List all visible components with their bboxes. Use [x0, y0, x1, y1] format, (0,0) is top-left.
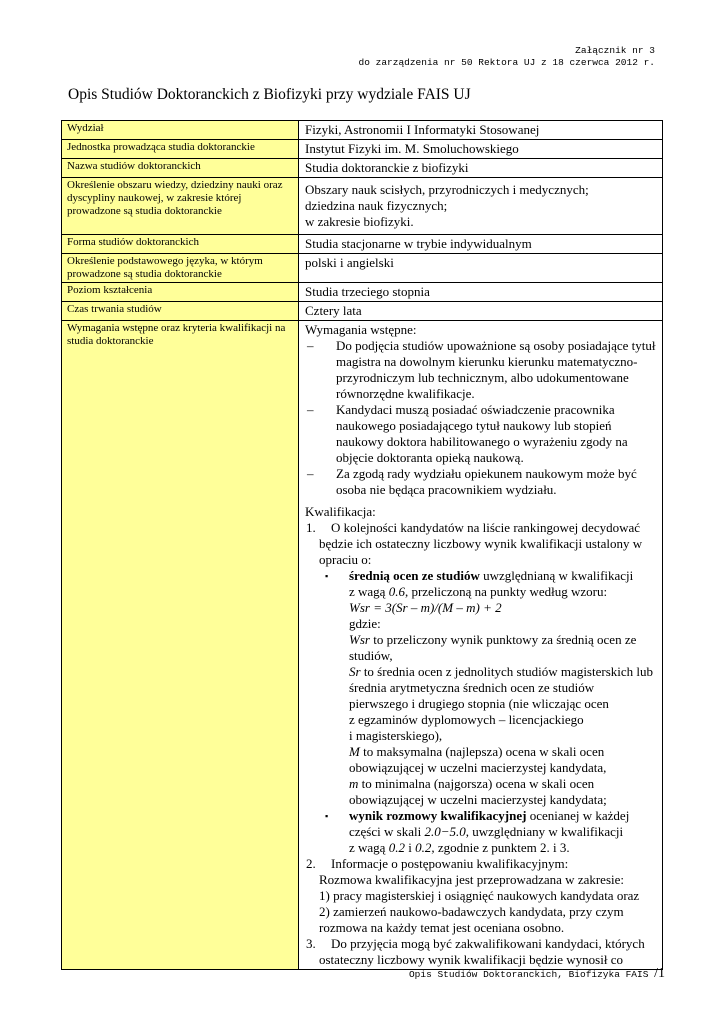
symbol: M: [349, 744, 360, 759]
scale-value: 2.0−5.0: [424, 824, 466, 839]
list-item-text: Kandydaci muszą posiadać oświadczenie pracownika naukowego posiadającego tytuł naukowy lub stopień naukowy doktora habilitowanego o wyrażeniu zgody na objęcie doktoranta opieką naukową.: [336, 402, 628, 465]
value-line: dziedzina nauk fizycznych;: [305, 198, 448, 213]
symbol: Wsr: [349, 632, 370, 647]
line: [305, 632, 658, 648]
symbol: m: [349, 776, 359, 791]
row-value: polski i angielski: [299, 254, 663, 283]
line: opraciu o:: [319, 552, 372, 567]
row-value: Cztery lata: [299, 302, 663, 321]
line: obowiązującej w uczelni macierzystej kandydata;: [349, 792, 607, 807]
line: [305, 840, 658, 856]
line: O kolejności kandydatów na liście rankingowej decydować: [331, 520, 641, 535]
requirements-heading: Wymagania wstępne:: [305, 322, 417, 337]
text: to średnia ocen z jednolitych studiów magisterskich lub: [360, 664, 653, 679]
row-label: Określenie obszaru wiedzy, dziedziny nauki oraz dyscypliny naukowej, w zakresie której prowadzone są studia doktoranckie: [62, 178, 299, 235]
value-line: w zakresie biofizyki.: [305, 214, 414, 229]
document-title: Opis Studiów Doktoranckich z Biofizyki przy wydziale FAIS UJ: [68, 86, 471, 103]
row-label: Jednostka prowadząca studia doktoranckie: [62, 140, 299, 159]
number-marker: 3.: [306, 936, 316, 951]
bullet-item: [305, 808, 658, 824]
weight-value: 0.2: [388, 840, 405, 855]
qualification-heading: Kwalifikacja:: [305, 504, 376, 519]
line: studiów,: [349, 648, 393, 663]
page-footer: [409, 966, 665, 982]
value-line: Obszary nauk scisłych, przyrodniczych i medycznych;: [305, 182, 589, 197]
table-row: [62, 235, 663, 254]
row-label: Poziom kształcenia: [62, 283, 299, 302]
square-bullet-icon: ▪: [325, 811, 329, 821]
text: uwzględnianą w kwalifikacji: [479, 568, 634, 583]
text: to minimalna (najgorsza) ocena w skali ocen: [358, 776, 595, 791]
number-marker: 2.: [306, 856, 316, 871]
line: [305, 824, 658, 840]
dash-marker: –: [307, 466, 314, 481]
text: to maksymalna (najlepsza) ocena w skali ocen: [359, 744, 605, 759]
row-label: Wydział: [62, 121, 299, 140]
requirements-cell: [299, 321, 663, 970]
text: ocenianej w każdej: [526, 808, 630, 823]
table-row: [62, 121, 663, 140]
row-value: [299, 178, 663, 235]
text: części w skali: [349, 824, 425, 839]
line: 2) zamierzeń naukowo-badawczych kandydata, przy czym: [319, 904, 624, 919]
bold-term: wynik rozmowy kwalifikacyjnej: [349, 808, 527, 823]
line: obowiązującej w uczelni macierzystej kandydata,: [349, 760, 607, 775]
list-item: [305, 338, 658, 402]
text: to przeliczony wynik punktowy za średnią ocen ze: [369, 632, 637, 647]
row-value: Instytut Fizyki im. M. Smoluchowskiego: [299, 140, 663, 159]
list-item-text: Do podjęcia studiów upoważnione są osoby posiadające tytuł magistra na dowolnym kierunku kierunku matematyczno-przyrodniczym lub technicznym, albo udokumentowane równorzędne kwalifikacje.: [336, 338, 656, 401]
row-value: Studia doktoranckie z biofizyki: [299, 159, 663, 178]
line: [305, 584, 658, 600]
line: pierwszego i drugiego stopnia (nie wliczając ocen: [349, 696, 609, 711]
annex-number: Załącznik nr 3: [575, 45, 655, 56]
table-row: [62, 159, 663, 178]
dash-marker: –: [307, 338, 314, 353]
row-value: Studia stacjonarne w trybie indywidualnym: [299, 235, 663, 254]
dash-marker: –: [307, 402, 314, 417]
text: , uwzględniany w kwalifikacji: [465, 824, 624, 839]
text: z wagą: [349, 840, 389, 855]
line: [305, 664, 658, 680]
line: Informacje o postępowaniu kwalifikacyjnym:: [331, 856, 569, 871]
table-row: [62, 254, 663, 283]
row-label: Określenie podstawowego języka, w którym prowadzone są studia doktoranckie: [62, 254, 299, 283]
line: będzie ich ostateczny liczbowy wynik kwalifikacji ustalony w: [319, 536, 643, 551]
line: z egzaminów dyplomowych – licencjackiego: [349, 712, 584, 727]
bold-term: średnią ocen ze studiów: [349, 568, 480, 583]
numbered-item: [305, 520, 658, 536]
table-row: [62, 140, 663, 159]
table-row: [62, 321, 663, 970]
list-item: [305, 402, 658, 466]
footer-text: Opis Studiów Doktoranckich, Biofizyka FAIS: [408, 969, 655, 980]
numbered-item: [305, 936, 658, 952]
symbol: Sr: [349, 664, 361, 679]
line: 1) pracy magisterskiej i osiągnięć naukowych kandydata oraz: [319, 888, 640, 903]
formula: Wsr = 3(Sr – m)/(M – m) + 2: [349, 600, 502, 615]
table-row: [62, 302, 663, 321]
number-marker: 1.: [306, 520, 316, 535]
text: , przeliczoną na punkty według wzoru:: [404, 584, 608, 599]
weight-value: 0.2,: [415, 840, 435, 855]
line: [305, 776, 658, 792]
table-row: [62, 178, 663, 235]
line: [305, 744, 658, 760]
row-label: Forma studiów doktoranckich: [62, 235, 299, 254]
text: i: [404, 840, 416, 855]
numbered-item: [305, 856, 658, 872]
studies-description-table: [61, 120, 663, 970]
list-item-text: Za zgodą rady wydziału opiekunem naukowym może być osoba nie będąca pracownikiem wydziału.: [336, 466, 637, 497]
line: ostateczny liczbowy wynik kwalifikacji będzie wynosił co: [319, 952, 623, 967]
row-value: Studia trzeciego stopnia: [299, 283, 663, 302]
text: z wagą: [349, 584, 389, 599]
line: i magisterskiego),: [349, 728, 443, 743]
line: rozmowa na każdy temat jest oceniana osobno.: [319, 920, 565, 935]
list-item: [305, 466, 658, 498]
line: średnia arytmetyczna średnich ocen ze studiów: [349, 680, 595, 695]
line: Do przyjęcia mogą być zakwalifikowani kandydaci, których: [331, 936, 645, 951]
bullet-item: [305, 568, 658, 584]
page-number: /1: [654, 966, 665, 981]
row-label: Nazwa studiów doktoranckich: [62, 159, 299, 178]
text: zgodnie z punktem 2. i 3.: [434, 840, 570, 855]
row-label: Wymagania wstępne oraz kryteria kwalifikacji na studia doktoranckie: [62, 321, 299, 970]
square-bullet-icon: ▪: [325, 571, 329, 581]
row-label: Czas trwania studiów: [62, 302, 299, 321]
line: Rozmowa kwalifikacyjna jest przeprowadzana w zakresie:: [319, 872, 625, 887]
table-row: [62, 283, 663, 302]
line: gdzie:: [349, 616, 381, 631]
weight-value: 0.6: [388, 584, 405, 599]
regulation-reference: do zarządzenia nr 50 Rektora UJ z 18 czerwca 2012 r.: [358, 57, 655, 68]
row-value: Fizyki, Astronomii I Informatyki Stosowanej: [299, 121, 663, 140]
